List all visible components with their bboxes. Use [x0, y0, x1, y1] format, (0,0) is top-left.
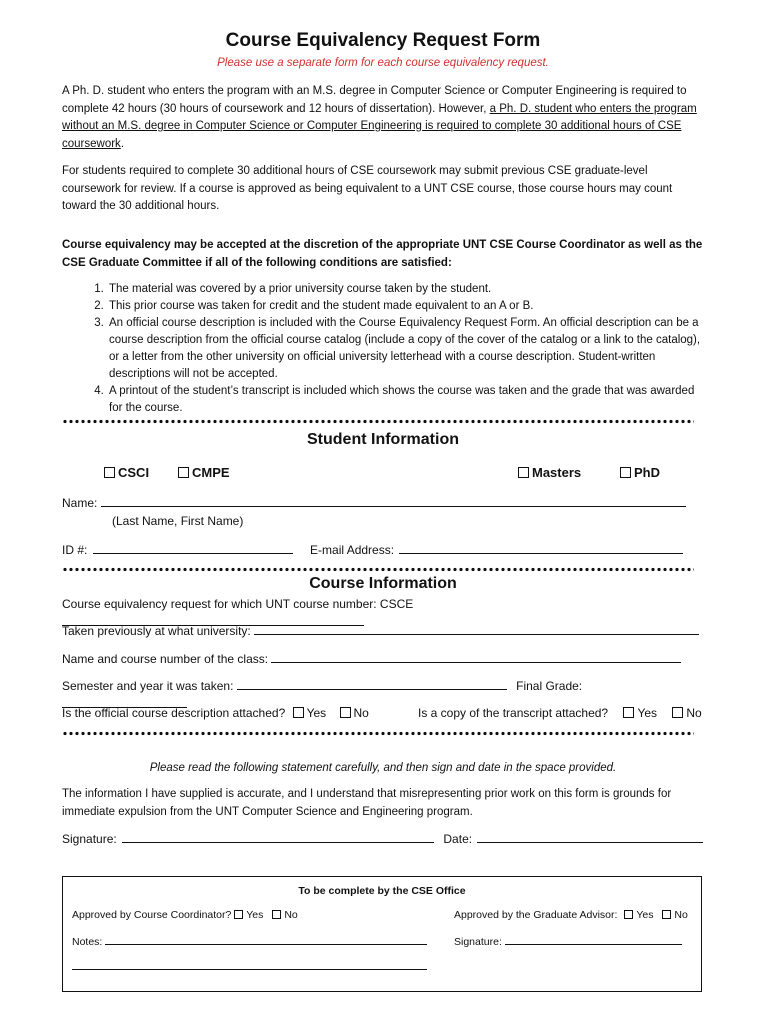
intro-paragraph-2: For students required to complete 30 additional hours of CSE coursework may submit previous CSE graduate-level coursework for review. If a course is approved as being equivalent to a UNT CSE course, those course hours may count toward the 30 additional hours. — [62, 165, 673, 212]
name-row — [62, 494, 686, 512]
email-field[interactable] — [399, 541, 683, 554]
condition-item: 1. The material was covered by a prior university course taken by the student. — [107, 281, 704, 298]
notes-row — [72, 932, 427, 950]
semester-label: Semester and year it was taken: — [62, 679, 234, 693]
semester-field[interactable] — [237, 677, 507, 690]
degree-masters-option[interactable]: Masters — [518, 465, 581, 480]
condition-item: 4. A printout of the student’s transcript is included which shows the course was taken and the grade that was awarded for the course. — [107, 383, 704, 417]
name-field[interactable] — [101, 494, 686, 507]
form-title: Course Equivalency Request Form — [225, 30, 541, 51]
date-field[interactable] — [477, 830, 703, 843]
name-label: Name: — [62, 496, 98, 510]
checkbox-icon[interactable] — [672, 707, 683, 718]
checkbox-icon[interactable] — [178, 467, 189, 478]
checkbox-icon[interactable] — [518, 467, 529, 478]
signature-field[interactable] — [122, 830, 434, 843]
university-field[interactable] — [254, 622, 699, 635]
checkbox-icon[interactable] — [624, 910, 633, 919]
advisor-approval-row: Approved by the Graduate Advisor: Yes No — [454, 909, 688, 921]
signature-label: Signature: — [62, 832, 117, 846]
name-hint: (Last Name, First Name) — [112, 514, 244, 528]
description-attached-label: Is the official course description attached? — [62, 706, 286, 720]
dotted-divider — [62, 419, 694, 424]
checkbox-icon[interactable] — [662, 910, 671, 919]
course-number-label: Course equivalency request for which UNT course number: CSCE — [62, 597, 414, 611]
notes-label: Notes: — [72, 936, 103, 948]
id-row — [62, 541, 683, 559]
office-use-box — [62, 876, 702, 992]
university-row — [62, 622, 699, 640]
office-signature-label: Signature: — [454, 936, 502, 948]
office-heading: To be complete by the CSE Office — [298, 885, 466, 897]
course-number-row — [62, 595, 704, 613]
checkbox-icon[interactable] — [620, 467, 631, 478]
email-label: E-mail Address: — [310, 543, 395, 557]
student-info-heading: Student Information — [307, 431, 459, 448]
class-name-label: Name and course number of the class: — [62, 652, 269, 666]
intro-paragraph-1: A Ph. D. student who enters the program with an M.S. degree in Computer Science or Computer Engineering is required to complete 42 hours (30 hours of coursework and 12 hours of dissertation). However, a Ph. D. student who enters the program without an M.S. degree in Computer Science or Computer Engineering is required to complete 30 additional hours of CSE coursework. — [62, 85, 697, 150]
notes-field[interactable] — [105, 932, 427, 945]
grade-label: Final Grade: — [516, 679, 583, 693]
office-signature-row — [454, 932, 682, 950]
advisor-approval-label: Approved by the Graduate Advisor: — [454, 909, 618, 921]
coordinator-approval-label: Approved by Course Coordinator? — [72, 909, 232, 921]
notes-row-2 — [72, 957, 427, 975]
condition-item: 3. An official course description is included with the Course Equivalency Request Form. An official description can be a course description from the official course catalog (include a copy of the cover of the catalog or a link to the catalog), or a letter from the other university on official university letterhead with a course description. Student-written descriptions will not be accepted. — [107, 315, 704, 383]
coordinator-approval-row: Approved by Course Coordinator? Yes No — [72, 909, 298, 921]
checkbox-icon[interactable] — [293, 707, 304, 718]
checkbox-icon[interactable] — [104, 467, 115, 478]
checkbox-icon[interactable] — [340, 707, 351, 718]
form-subtitle: Please use a separate form for each course equivalency request. — [217, 57, 549, 69]
dotted-divider — [62, 567, 694, 572]
checkbox-icon[interactable] — [234, 910, 243, 919]
signature-row — [62, 830, 703, 848]
dotted-divider — [62, 731, 694, 736]
description-attached-row: Is the official course description attached? Yes No — [62, 706, 369, 720]
id-field[interactable] — [93, 541, 293, 554]
checkbox-icon[interactable] — [623, 707, 634, 718]
office-signature-field[interactable] — [505, 932, 682, 945]
semester-row — [62, 677, 704, 695]
university-label: Taken previously at what university: — [62, 624, 251, 638]
notes-field-2[interactable] — [72, 957, 427, 970]
statement-text: The information I have supplied is accurate, and I understand that misrepresenting prior work on this form is grounds for immediate expulsion from the UNT Computer Science and Engineering program. — [62, 788, 672, 818]
conditions-intro: Course equivalency may be accepted at the discretion of the appropriate UNT CSE Course Coordinator as well as the CSE Graduate Committee if all of the following conditions are satisfied: — [62, 239, 703, 269]
condition-item: 2. This prior course was taken for credit and the student made equivalent to an A or B. — [107, 298, 704, 315]
statement-instruction: Please read the following statement carefully, and then sign and date in the space provided. — [149, 762, 617, 774]
class-name-row — [62, 650, 681, 668]
transcript-attached-label: Is a copy of the transcript attached? — [418, 706, 609, 720]
degree-phd-option[interactable]: PhD — [620, 465, 660, 480]
program-csci-option[interactable]: CSCI — [104, 465, 149, 480]
program-cmpe-option[interactable]: CMPE — [178, 465, 230, 480]
id-label: ID #: — [62, 543, 88, 557]
date-label: Date: — [443, 832, 473, 846]
conditions-list — [62, 281, 704, 417]
transcript-attached-row: Is a copy of the transcript attached? Yes No — [418, 706, 702, 720]
checkbox-icon[interactable] — [272, 910, 281, 919]
class-name-field[interactable] — [271, 650, 681, 663]
course-info-heading: Course Information — [309, 575, 457, 592]
